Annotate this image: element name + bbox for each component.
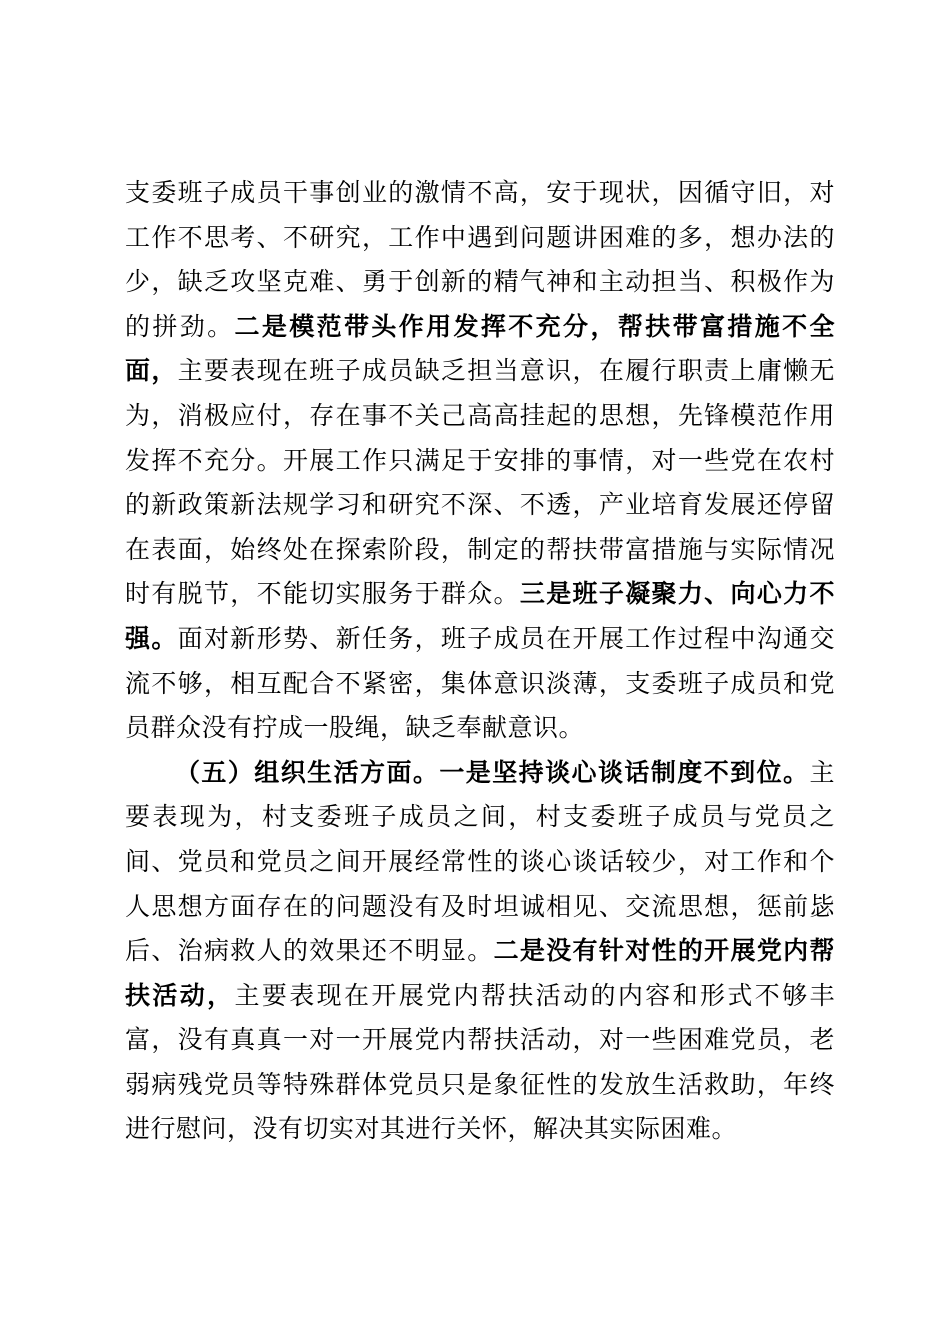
paragraph <box>125 172 835 752</box>
paragraph <box>125 752 835 1153</box>
text-run: 主要表现在班子成员缺乏担当意识，在履行职责上庸懒无为，消极应付，存在事不关己高高挂起的思想，先锋模范作用发挥不充分。开展工作只满足于安排的事情，对一些党在农村的新政策新法规学习和研究不深、不透，产业培育发展还停留在表面，始终处在探索阶段，制定的帮扶带富措施与实际情况时有脱节，不能切实服务于群众。 <box>125 358 835 609</box>
text-run: 面对新形势、新任务，班子成员在开展工作过程中沟通交流不够，相互配合不紧密，集体意识淡薄，支委班子成员和党员群众没有拧成一股绳，缺乏奉献意识。 <box>125 625 835 743</box>
document-body <box>125 172 835 1153</box>
bold-text-run: 二是没有针对性的开展党内帮扶活动， <box>125 938 835 1010</box>
text-run: 支委班子成员干事创业的激情不高，安于现状，因循守旧，对工作不思考、不研究，工作中遇到问题讲困难的多，想办法的少，缺乏攻坚克难、勇于创新的精气神和主动担当、积极作为的拼劲。 <box>125 180 835 341</box>
text-run: 主要表现为，村支委班子成员之间，村支委班子成员与党员之间、党员和党员之间开展经常性的谈心谈话较少，对工作和个人思想方面存在的问题没有及时坦诚相见、交流思想，惩前毖后、治病救人的效果还不明显。 <box>125 759 835 966</box>
bold-text-run: 三是班子凝聚力、向心力不强。 <box>125 581 835 653</box>
bold-text-run: 二是模范带头作用发挥不充分，帮扶带富措施不全面， <box>125 313 835 386</box>
text-run: 主要表现在开展党内帮扶活动的内容和形式不够丰富，没有真真一对一开展党内帮扶活动，对一些困难党员，老弱病残党员等特殊群体党员只是象征性的发放生活救助，年终进行慰问，没有切实对其进行关怀，解决其实际困难。 <box>125 982 835 1144</box>
bold-text-run: （五）组织生活方面。一是坚持谈心谈话制度不到位。 <box>175 759 810 787</box>
